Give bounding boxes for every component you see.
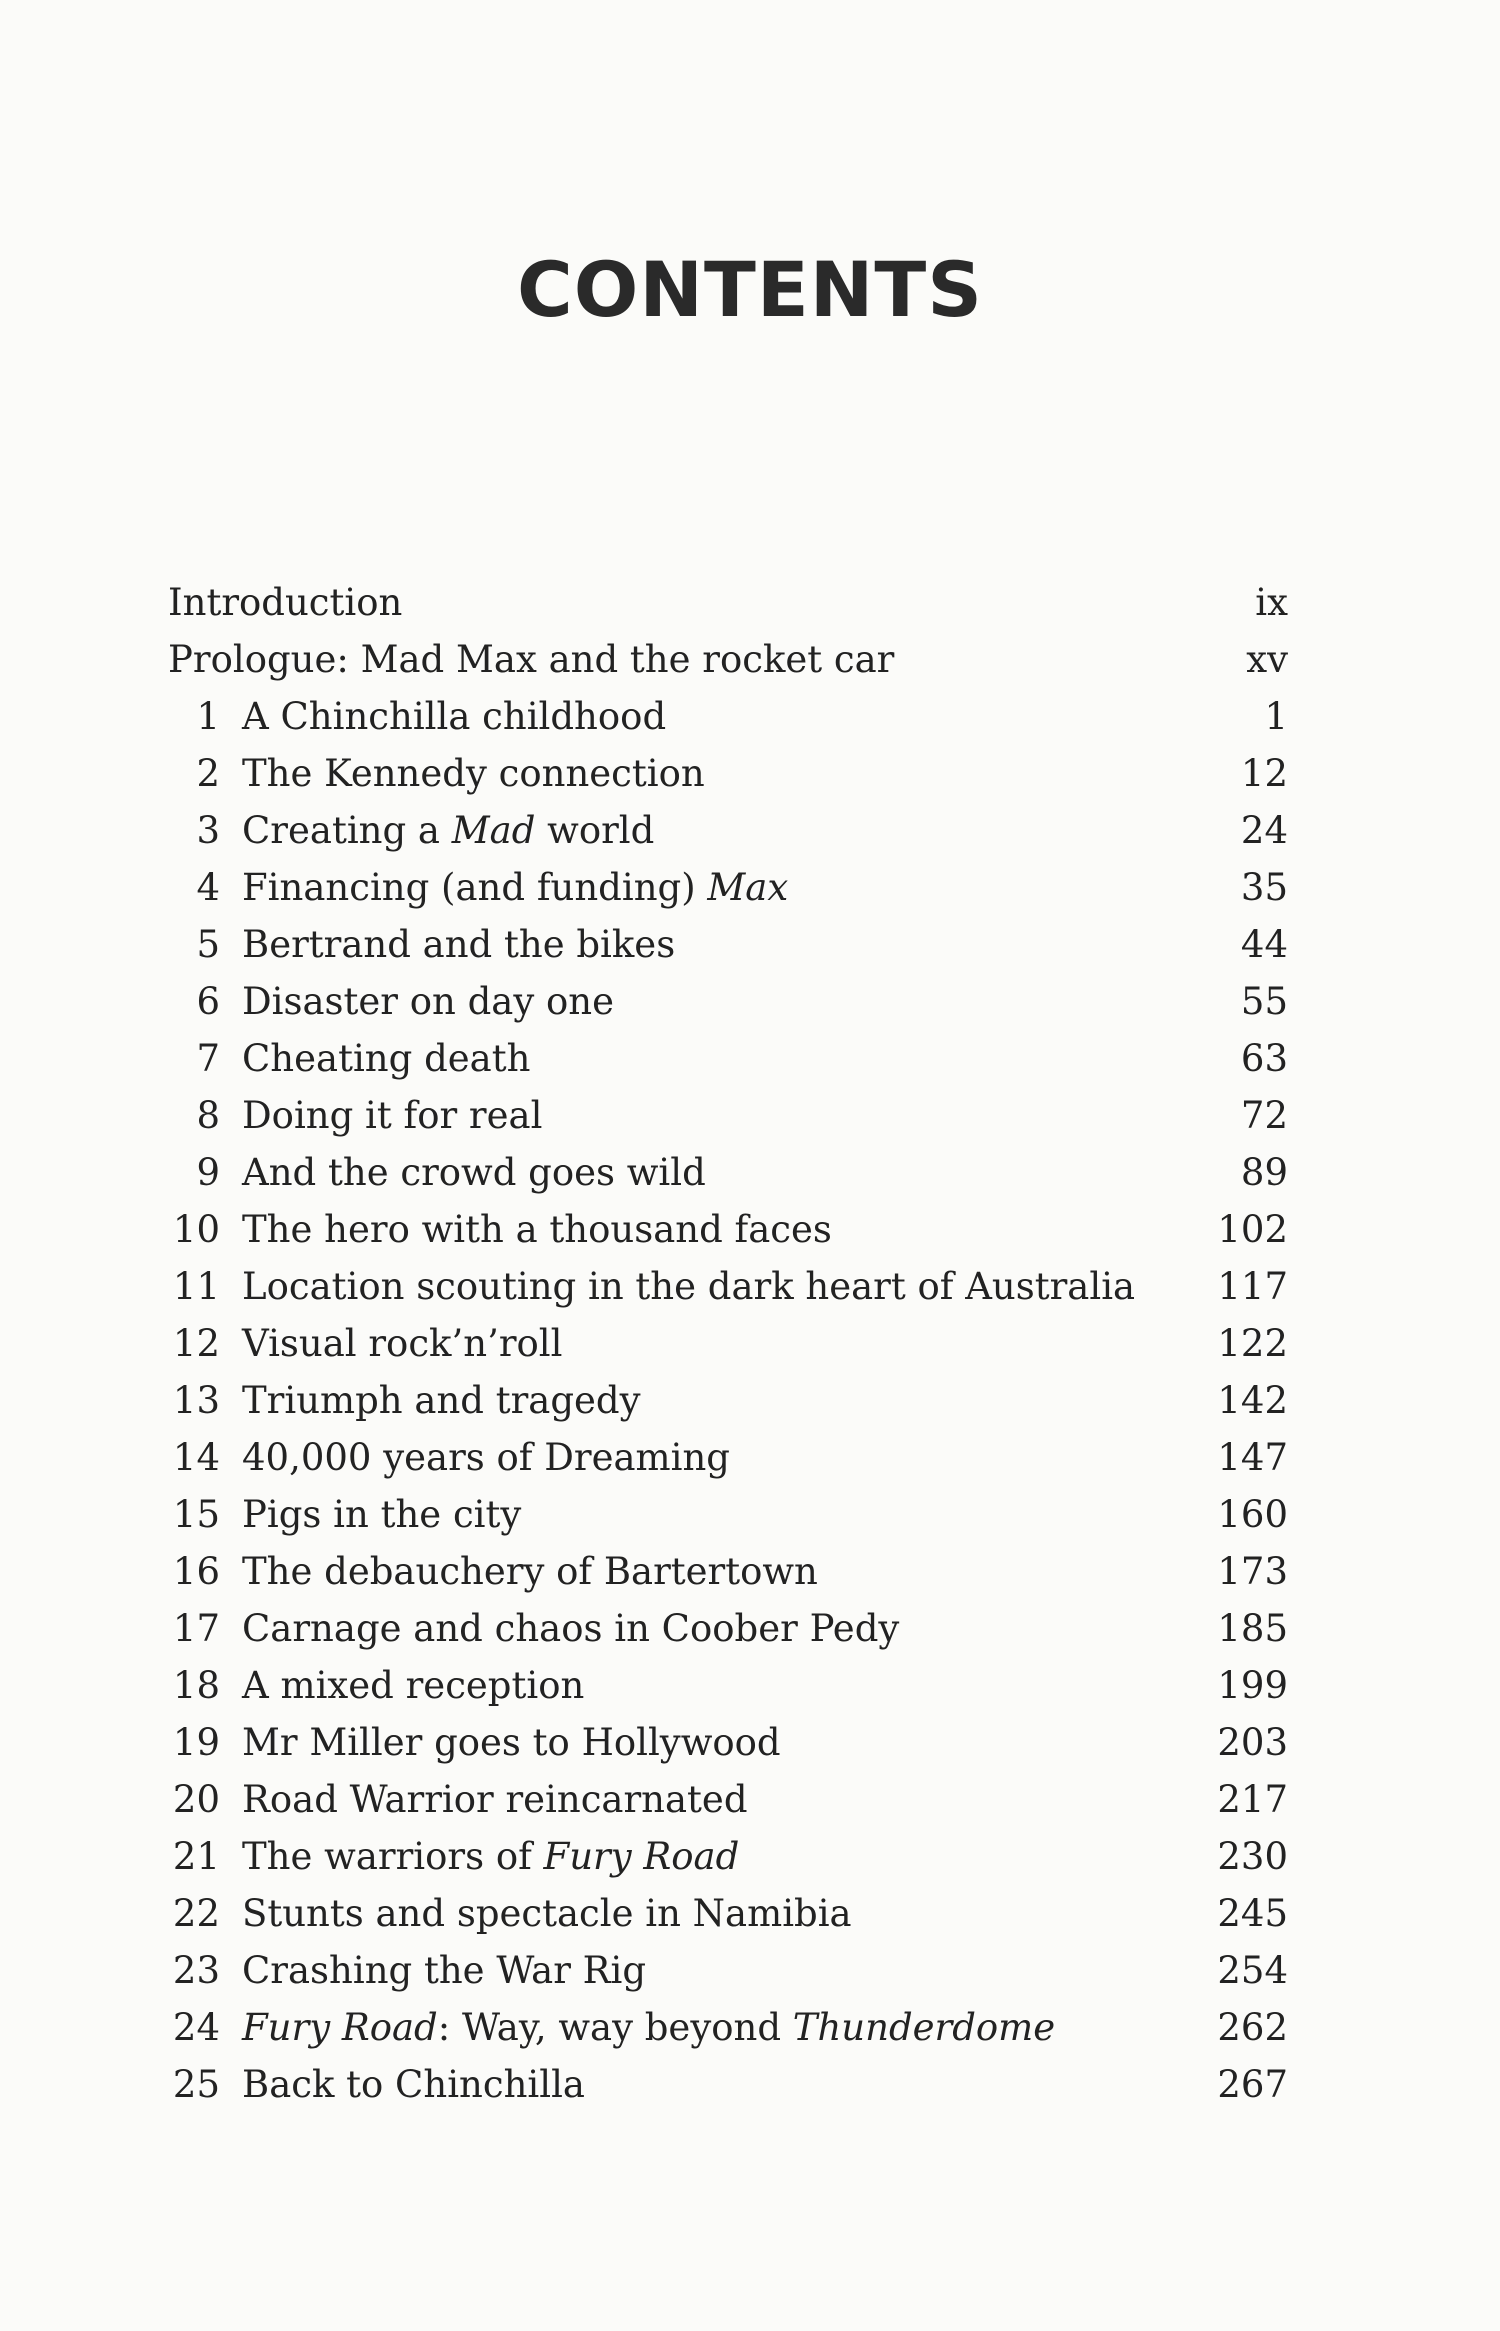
chapter-title <box>242 745 705 802</box>
chapter-number: 14 <box>172 1436 220 1479</box>
chapter-number: 15 <box>172 1493 220 1536</box>
chapter-title-part: Financing (and funding) <box>242 866 708 909</box>
chapter-title-part: Carnage and chaos in Coober Pedy <box>242 1607 900 1650</box>
toc-page-number: 203 <box>1217 1721 1288 1764</box>
toc-chapter-row <box>168 1087 1288 1144</box>
toc-chapter-row <box>168 1942 1288 1999</box>
chapter-title-italic-part: Fury Road <box>242 2006 438 2049</box>
table-of-contents <box>168 574 1288 2113</box>
toc-chapter-row <box>168 1885 1288 1942</box>
toc-entry-title: Introduction <box>168 581 403 624</box>
chapter-title-part: Visual rock’n’roll <box>242 1322 563 1365</box>
chapter-number: 4 <box>196 866 220 909</box>
chapter-title-part: world <box>535 809 655 852</box>
toc-page-number: 12 <box>1240 752 1288 795</box>
toc-page-number: 217 <box>1217 1778 1288 1821</box>
chapter-number: 11 <box>172 1265 220 1308</box>
chapter-number: 23 <box>172 1949 220 1992</box>
toc-chapter-row <box>168 1372 1288 1429</box>
chapter-title-part: Bertrand and the bikes <box>242 923 676 966</box>
chapter-title <box>242 1942 646 1999</box>
chapter-title-part: Disaster on day one <box>242 980 615 1023</box>
chapter-title <box>242 1144 706 1201</box>
toc-page-number: 245 <box>1217 1892 1288 1935</box>
chapter-title-part: The Kennedy connection <box>242 752 705 795</box>
chapter-title-part: Doing it for real <box>242 1094 543 1137</box>
toc-page-number: 72 <box>1240 1094 1288 1137</box>
chapter-number: 22 <box>172 1892 220 1935</box>
chapter-title <box>242 1486 521 1543</box>
chapter-title <box>242 916 675 973</box>
chapter-number: 5 <box>196 923 220 966</box>
toc-page-number: xv <box>1246 638 1288 681</box>
chapter-title <box>242 802 654 859</box>
chapter-number: 9 <box>196 1151 220 1194</box>
chapter-title-part: The debauchery of Bartertown <box>242 1550 818 1593</box>
chapter-title-part: A Chinchilla childhood <box>242 695 667 738</box>
chapter-title <box>242 1543 818 1600</box>
chapter-title-part: 40,000 years of Dreaming <box>242 1436 730 1479</box>
toc-front-matter-row <box>168 574 1288 631</box>
toc-chapter-row <box>168 973 1288 1030</box>
chapter-title <box>242 2056 585 2113</box>
toc-chapter-row <box>168 1999 1288 2056</box>
toc-chapter-row <box>168 1315 1288 1372</box>
toc-page-number: 185 <box>1217 1607 1288 1650</box>
chapter-number: 25 <box>172 2063 220 2106</box>
toc-page-number: 199 <box>1217 1664 1288 1707</box>
chapter-title <box>242 1429 730 1486</box>
toc-page-number: 55 <box>1240 980 1288 1023</box>
chapter-number: 17 <box>172 1607 220 1650</box>
toc-chapter-row <box>168 745 1288 802</box>
toc-page-number: 117 <box>1217 1265 1288 1308</box>
toc-chapter-row <box>168 688 1288 745</box>
chapter-title <box>242 1258 1135 1315</box>
chapter-title <box>242 1714 781 1771</box>
chapter-title-part: A mixed reception <box>242 1664 585 1707</box>
chapter-number: 19 <box>172 1721 220 1764</box>
chapter-number: 7 <box>196 1037 220 1080</box>
toc-chapter-row <box>168 1201 1288 1258</box>
chapter-title-part: Stunts and spectacle in Namibia <box>242 1892 852 1935</box>
chapter-title <box>242 1657 584 1714</box>
toc-chapter-row <box>168 1657 1288 1714</box>
chapter-number: 12 <box>172 1322 220 1365</box>
toc-chapter-row <box>168 802 1288 859</box>
toc-entry-title: Prologue: Mad Max and the rocket car <box>168 638 895 681</box>
toc-page-number: 160 <box>1217 1493 1288 1536</box>
toc-page-number: 63 <box>1240 1037 1288 1080</box>
toc-chapter-row <box>168 1771 1288 1828</box>
chapter-number: 18 <box>172 1664 220 1707</box>
toc-chapter-row <box>168 1828 1288 1885</box>
chapter-title <box>242 1372 641 1429</box>
toc-chapter-row <box>168 859 1288 916</box>
chapter-title <box>242 688 666 745</box>
chapter-title-part: The hero with a thousand faces <box>242 1208 832 1251</box>
chapter-title-part: The warriors of <box>242 1835 544 1878</box>
toc-chapter-row <box>168 1030 1288 1087</box>
chapter-number: 16 <box>172 1550 220 1593</box>
chapter-title-part: Triumph and tragedy <box>242 1379 641 1422</box>
chapter-title-part: Road Warrior reincarnated <box>242 1778 748 1821</box>
toc-page-number: 122 <box>1217 1322 1288 1365</box>
toc-page-number: 24 <box>1240 809 1288 852</box>
chapter-title-part: : Way, way beyond <box>437 2006 793 2049</box>
toc-page-number: ix <box>1255 581 1288 624</box>
toc-chapter-row <box>168 1600 1288 1657</box>
chapter-title-part: Crashing the War Rig <box>242 1949 647 1992</box>
chapter-title-italic-part: Fury Road <box>543 1835 740 1878</box>
chapter-title-part: And the crowd goes wild <box>242 1151 706 1194</box>
toc-page-number: 35 <box>1240 866 1288 909</box>
toc-chapter-row <box>168 2056 1288 2113</box>
chapter-title <box>242 1999 1055 2056</box>
chapter-number: 21 <box>172 1835 220 1878</box>
chapter-number: 13 <box>172 1379 220 1422</box>
toc-page-number: 102 <box>1217 1208 1288 1251</box>
chapter-title <box>242 1201 832 1258</box>
toc-chapter-row <box>168 1429 1288 1486</box>
chapter-title <box>242 1087 542 1144</box>
chapter-title <box>242 1828 739 1885</box>
toc-front-matter-row <box>168 631 1288 688</box>
toc-page-number: 173 <box>1217 1550 1288 1593</box>
chapter-title-part: Creating a <box>242 809 452 852</box>
chapter-title-part: Mr Miller goes to Hollywood <box>242 1721 781 1764</box>
toc-chapter-row <box>168 1144 1288 1201</box>
chapter-title <box>242 973 614 1030</box>
chapter-number: 3 <box>196 809 220 852</box>
chapter-title <box>242 1315 562 1372</box>
chapter-title-part: Cheating death <box>242 1037 531 1080</box>
toc-page-number: 262 <box>1217 2006 1288 2049</box>
chapter-title <box>242 1030 530 1087</box>
chapter-number: 2 <box>196 752 220 795</box>
chapter-title-part: Pigs in the city <box>242 1493 522 1536</box>
chapter-title-part: Location scouting in the dark heart of Australia <box>242 1265 1136 1308</box>
page-title: CONTENTS <box>517 245 983 334</box>
toc-chapter-row <box>168 1543 1288 1600</box>
chapter-number: 6 <box>196 980 220 1023</box>
toc-page-number: 267 <box>1217 2063 1288 2106</box>
toc-page-number: 142 <box>1217 1379 1288 1422</box>
toc-page-number: 89 <box>1240 1151 1288 1194</box>
toc-page-number: 230 <box>1217 1835 1288 1878</box>
chapter-number: 24 <box>172 2006 220 2049</box>
toc-chapter-row <box>168 1258 1288 1315</box>
toc-page-number: 254 <box>1217 1949 1288 1992</box>
chapter-title <box>242 1600 899 1657</box>
chapter-title-italic-part: Mad <box>451 809 536 852</box>
toc-chapter-row <box>168 1714 1288 1771</box>
toc-page-number: 44 <box>1240 923 1288 966</box>
toc-chapter-row <box>168 1486 1288 1543</box>
chapter-title-italic-part: Max <box>707 866 789 909</box>
chapter-number: 20 <box>172 1778 220 1821</box>
toc-chapter-row <box>168 916 1288 973</box>
chapter-number: 8 <box>196 1094 220 1137</box>
chapter-number: 1 <box>196 695 220 738</box>
chapter-title-italic-part: Thunderdome <box>792 2006 1056 2049</box>
chapter-title <box>242 859 788 916</box>
toc-page-number: 1 <box>1264 695 1288 738</box>
chapter-number: 10 <box>172 1208 220 1251</box>
toc-page-number: 147 <box>1217 1436 1288 1479</box>
chapter-title <box>242 1885 852 1942</box>
chapter-title <box>242 1771 748 1828</box>
chapter-title-part: Back to Chinchilla <box>242 2063 585 2106</box>
